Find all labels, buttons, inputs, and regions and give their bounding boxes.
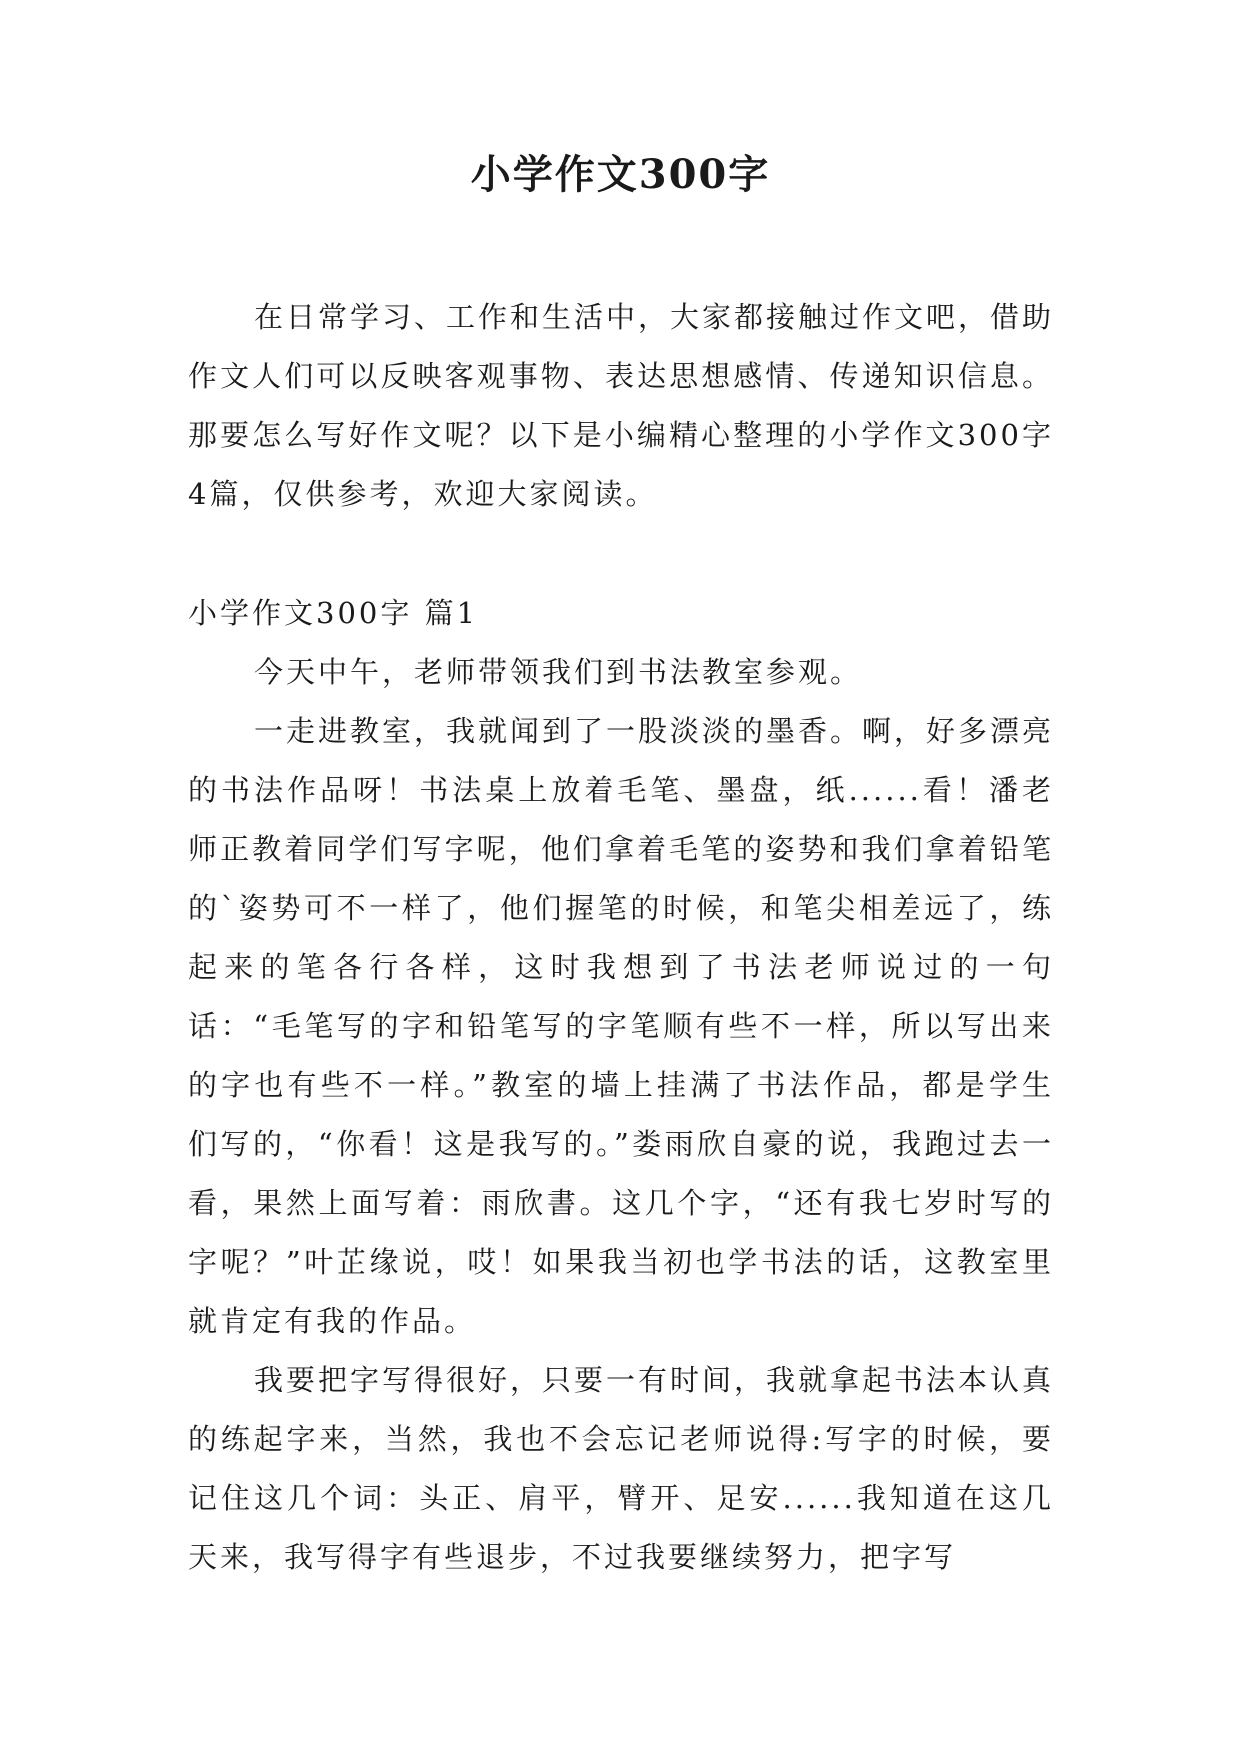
- document-title: 小学作文300字: [470, 151, 771, 198]
- essay-paragraph-2: 一走进教室，我就闻到了一股淡淡的墨香。啊，好多漂亮的书法作品呀！书法桌上放着毛笔、墨盘，纸......看！潘老师正教着同学们写字呢，他们拿着毛笔的姿势和我们拿着铅笔的`姿势可不一样了，他们握笔的时候，和笔尖相差远了，练起来的笔各行各样，这时我想到了书法老师说过的一句话：“毛笔写的字和铅笔写的字笔顺有些不一样，所以写出来的字也有些不一样。”教室的墙上挂满了书法作品，都是学生们写的，“你看！这是我写的。”娄雨欣自豪的说，我跑过去一看，果然上面写着：雨欣書。这几个字，“还有我七岁时写的字呢？”叶芷缘说，哎！如果我当初也学书法的话，这教室里就肯定有我的作品。: [188, 714, 1055, 1338]
- essay-body: [188, 643, 1054, 1587]
- section-heading: 小学作文300字 篇1: [188, 596, 479, 630]
- essay-paragraph-3: 我要把字写得很好，只要一有时间，我就拿起书法本认真的练起字来，当然，我也不会忘记老师说得:写字的时候，要记住这几个词：头正、肩平，臂开、足安......我知道在这几天来，我写得字有些退步，不过我要继续努力，把字写: [188, 1363, 1055, 1574]
- essay-paragraph-1: 今天中午，老师带领我们到书法教室参观。: [254, 655, 863, 689]
- intro-block: [188, 288, 1054, 524]
- intro-paragraph: 在日常学习、工作和生活中，大家都接触过作文吧，借助作文人们可以反映客观事物、表达思想感情、传递知识信息。那要怎么写好作文呢？以下是小编精心整理的小学作文300字4篇，仅供参考，欢迎大家阅读。: [188, 300, 1055, 511]
